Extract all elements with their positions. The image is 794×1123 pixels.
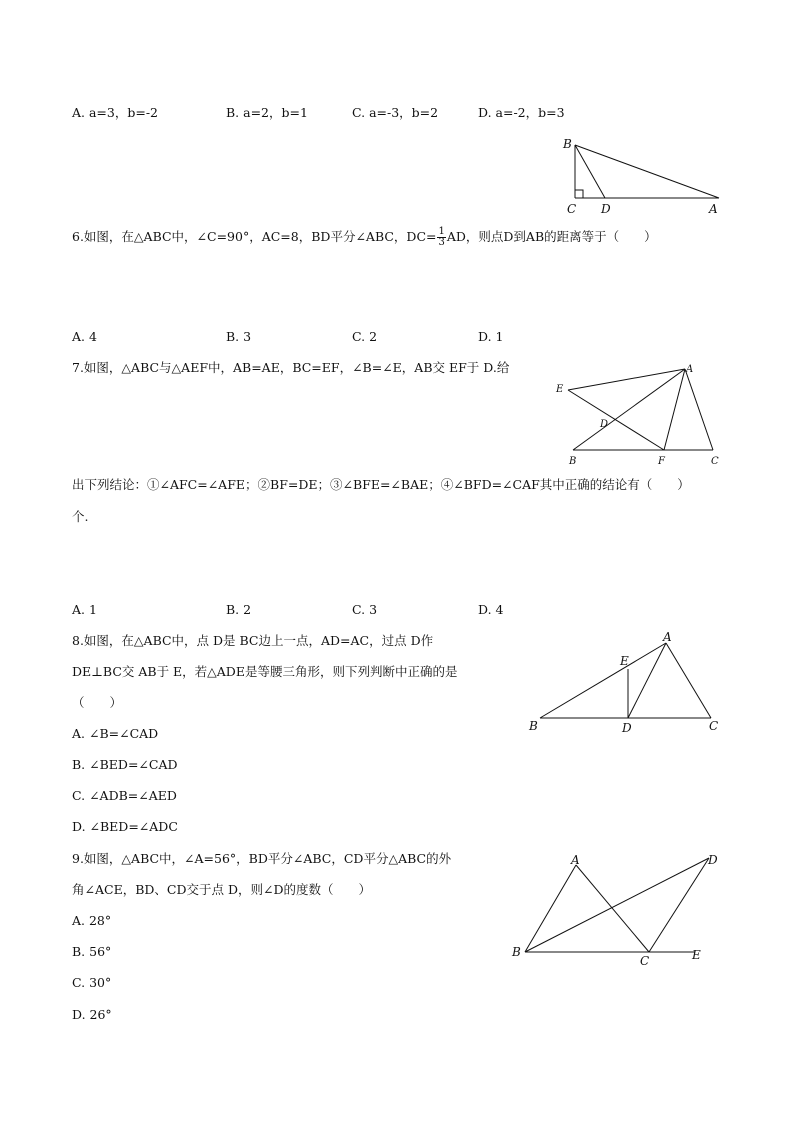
q6-option-a: A. 4 bbox=[72, 329, 97, 344]
q7-label-b: B bbox=[569, 456, 577, 467]
q6-option-d: D. 1 bbox=[478, 329, 504, 344]
q6-fraction bbox=[437, 227, 445, 248]
q6-label-c: C bbox=[567, 202, 577, 216]
q5-option-d: D. a=-2，b=3 bbox=[478, 105, 565, 120]
q5-option-c: C. a=-3，b=2 bbox=[352, 105, 439, 120]
q7-stem-line3: 个. bbox=[72, 509, 89, 524]
q7-segment-ac bbox=[685, 369, 713, 450]
q6-stem-before: 6.如图，在△ABC中，∠C=90°，AC=8，BD平分∠ABC，DC= bbox=[72, 229, 437, 244]
q8-option-a: A. ∠B=∠CAD bbox=[72, 726, 159, 741]
q9-segment-ac bbox=[576, 865, 649, 952]
q8-label-e: E bbox=[620, 654, 629, 668]
q6-segment-ab bbox=[575, 145, 719, 198]
q7-label-d: D bbox=[600, 419, 609, 430]
q8-label-b: B bbox=[529, 719, 538, 733]
q7-stem-line2: 出下列结论：①∠AFC=∠AFE；②BF=DE；③∠BFE=∠BAE；④∠BFD=∠CAF其中正确的结论有（ ） bbox=[72, 477, 690, 492]
q9-option-b: B. 56° bbox=[72, 944, 112, 959]
q8-option-b: B. ∠BED=∠CAD bbox=[72, 757, 178, 772]
q6-fraction-numerator: 1 bbox=[438, 226, 445, 237]
q9-stem-line2: 角∠ACE，BD、CD交于点 D，则∠D的度数（ ） bbox=[72, 882, 371, 897]
q7-segment-ea bbox=[568, 369, 685, 390]
q7-label-a: A bbox=[686, 364, 694, 375]
q6-fraction-denominator: 3 bbox=[438, 237, 445, 248]
q8-option-d: D. ∠BED=∠ADC bbox=[72, 819, 178, 834]
q7-segment-ab bbox=[573, 369, 685, 450]
q6-right-angle-mark bbox=[575, 190, 583, 198]
q8-stem-line3: （ ） bbox=[72, 695, 123, 710]
q8-option-c: C. ∠ADB=∠AED bbox=[72, 788, 177, 803]
q7-segment-af bbox=[664, 369, 685, 450]
q9-option-d: D. 26° bbox=[72, 1007, 112, 1022]
q6-label-d: D bbox=[601, 202, 611, 216]
q8-segment-ac bbox=[666, 643, 711, 718]
q9-label-a: A bbox=[571, 853, 580, 867]
q9-figure bbox=[505, 845, 730, 970]
q7-segment-ef bbox=[568, 390, 664, 450]
q7-label-f: F bbox=[658, 456, 665, 467]
q9-label-c: C bbox=[640, 954, 650, 968]
q7-label-e: E bbox=[556, 384, 564, 395]
q6-label-b: B bbox=[563, 137, 572, 151]
q6-option-b: B. 3 bbox=[226, 329, 252, 344]
q7-options bbox=[0, 602, 794, 618]
q9-segment-cd bbox=[649, 858, 709, 952]
q6-stem-after: AD，则点D到AB的距离等于（ ） bbox=[446, 229, 657, 244]
q7-option-c: C. 3 bbox=[352, 602, 378, 617]
q8-label-d: D bbox=[622, 721, 632, 735]
q9-option-c: C. 30° bbox=[72, 975, 112, 990]
q6-options bbox=[0, 329, 794, 345]
q5-option-a: A. a=3，b=-2 bbox=[72, 105, 159, 120]
q7-option-b: B. 2 bbox=[226, 602, 252, 617]
q8-label-c: C bbox=[709, 719, 719, 733]
q9-label-e: E bbox=[692, 948, 701, 962]
q8-stem-line2: DE⊥BC交 AB于 E，若△ADE是等腰三角形，则下列判断中正确的是 bbox=[72, 664, 458, 679]
q6-option-c: C. 2 bbox=[352, 329, 378, 344]
q7-option-a: A. 1 bbox=[72, 602, 97, 617]
q8-stem-line1: 8.如图，在△ABC中，点 D是 BC边上一点，AD=AC，过点 D作 bbox=[72, 633, 434, 648]
q6-stem bbox=[72, 227, 657, 248]
q9-option-a: A. 28° bbox=[72, 913, 112, 928]
q7-label-c: C bbox=[711, 456, 719, 467]
q8-figure bbox=[520, 626, 730, 738]
q6-label-a: A bbox=[709, 202, 718, 216]
q7-option-d: D. 4 bbox=[478, 602, 504, 617]
q6-figure bbox=[555, 132, 730, 217]
q7-figure bbox=[550, 360, 730, 470]
q9-label-b: B bbox=[512, 945, 521, 959]
q5-options bbox=[0, 105, 794, 121]
q8-label-a: A bbox=[663, 630, 672, 644]
q9-label-d: D bbox=[708, 853, 718, 867]
q9-stem-line1: 9.如图，△ABC中，∠A=56°，BD平分∠ABC，CD平分△ABC的外 bbox=[72, 851, 452, 866]
q5-option-b: B. a=2，b=1 bbox=[226, 105, 308, 120]
q7-stem-line1: 7.如图，△ABC与△AEF中，AB=AE，BC=EF，∠B=∠E，AB交 EF于 D.给 bbox=[72, 360, 510, 375]
